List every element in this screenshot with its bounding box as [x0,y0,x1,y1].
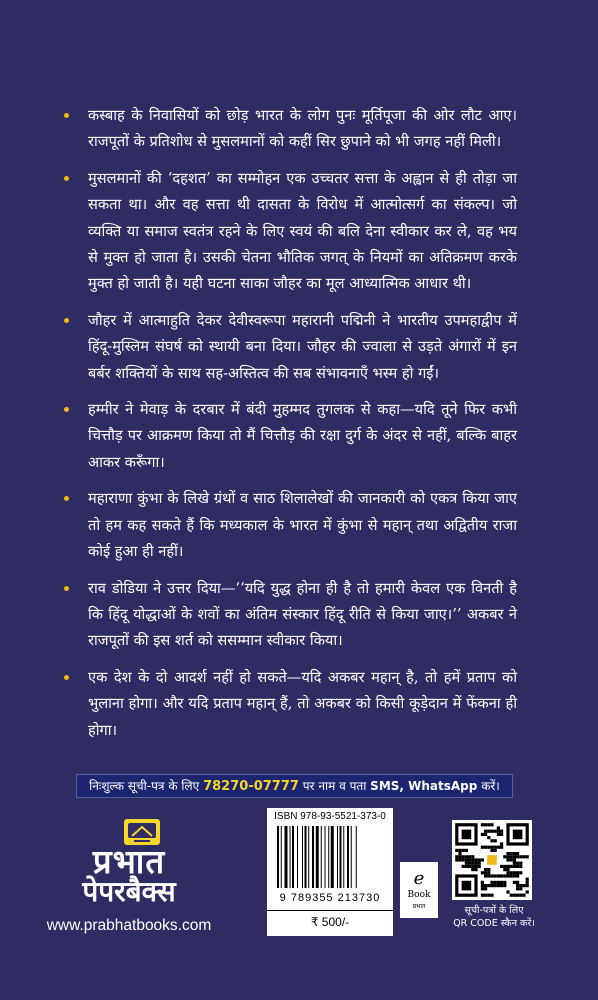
point-item [62,308,517,387]
point-text: एक देश के दो आदर्श नहीं हो सकते—यदि अकबर महान् है, तो हमें प्रताप को भुलाना होगा। और यदि प्रताप महान् हैं, तो अकबर को किसी कूड़ेदान में फेंकना ही होगा। [88,668,517,739]
bullet-dot [64,113,69,118]
bullet-dot [64,407,69,412]
qr-caption [446,904,542,930]
ebook-badge [400,862,438,918]
ebook-publisher: प्रभात [412,903,426,910]
bullet-dot [64,586,69,591]
qr-caption-line2: QR CODE स्कैन करें। [453,918,535,929]
bullet-dot [64,496,69,501]
point-text: महाराणा कुंभा के लिखे ग्रंथों व साठ शिलालेखों की जानकारी को एकत्र किया जाए तो हम कह सकते हैं कि मध्यकाल के भारत में कुंभा से महान् तथा अद्वितीय राजा कोई हुआ ही नहीं। [88,490,517,561]
point-item [62,486,517,565]
barcode-bars-icon [275,826,385,888]
point-text: मुसलमानों की ‘दहशत’ का सम्मोहन एक उच्चतर सत्ता के अह्वान से ही तोड़ा जा सकता था। और वह सत्ता थी दासता के विरोध में आत्मोत्सर्ग का संकल्प। जो व्यक्ति या समाज स्वतंत्र रहने के लिए स्वयं की बलि देना स्वीकार कर ले, वह भय से मुक्त हो जाता है। उसकी चेतना भौतिक जगत् के नियमों का अतिक्रमण करके मुक्त हो जाती है। यही घटना साका जौहर का मूल आध्यात्मिक आधार थी। [88,169,517,293]
point-text: कस्बाह के निवासियों को छोड़ भारत के लोग पुनः मूर्तिपूजा की ओर लौट आए। राजपूतों के प्रतिशोध से मुसलमानों को कहीं सिर छुपाने को भी जगह नहीं मिली। [88,107,517,151]
isbn-label: ISBN 978-93-5521-373-0 [274,811,386,822]
qr-code-icon[interactable] [452,820,532,900]
qr-caption-line1: सूची-पत्रों के लिए [464,905,524,916]
ebook-e: e [413,868,425,889]
point-item [62,576,517,655]
point-item [62,103,517,156]
isbn-barcode [267,808,393,936]
strip-middle: पर नाम व पता [302,779,367,793]
strip-prefix: निःशुल्क सूची-पत्र के लिए [89,779,200,793]
strip-channels: SMS, WhatsApp [370,779,478,793]
strip-phone: 78270-07777 [203,779,299,794]
publisher-imprint: पेपरबैक्स [82,875,176,908]
bullet-dot [64,318,69,323]
book-price: ₹ 500/- [267,910,393,929]
point-item [62,397,517,476]
point-text: जौहर में आत्माहुति देकर देवीस्वरूपा महारानी पद्मिनी ने भारतीय उपमहाद्वीप में हिंदू-मुस्लिम संघर्ष को स्थायी बना दिया। जौहर की ज्वाला से उड़ते अंगारों में इन बर्बर शक्तियों के साथ सह-अस्तित्व की सब संभावनाएँ भस्म हो गईं। [88,311,517,382]
point-item [62,665,517,744]
strip-suffix: करें। [481,779,500,793]
bullet-dot [64,675,69,680]
point-text: राव डोडिया ने उत्तर दिया—‘‘यदि युद्ध होना ही है तो हमारी केवल एक विनती है कि हिंदू योद्धाओं के शवों का अंतिम संस्कार हिंदू रीति से किया जाए।’’ अकबर ने राजपूतों की इस शर्त को ससम्मान स्वीकार किया। [88,579,517,650]
summary-points [62,103,517,754]
point-text: हम्मीर ने मेवाड़ के दरबार में बंदी मुहम्मद तुगलक से कहा—यदि तूने फिर कभी चित्तौड़ पर आक्रमण किया तो मैं चित्तौड़ की रक्षा दुर्ग के अंदर से नहीं, बल्कि बाहर आकर करूँगा। [88,401,517,471]
publisher-website[interactable]: www.prabhatbooks.com [46,917,212,934]
barcode-digits: 9 789355 213730 [279,892,381,904]
bullet-dot [64,176,69,181]
ebook-book: Book [407,890,431,900]
publisher-name: प्रभात [92,842,166,881]
point-item [62,166,517,298]
catalog-strip [76,774,513,798]
